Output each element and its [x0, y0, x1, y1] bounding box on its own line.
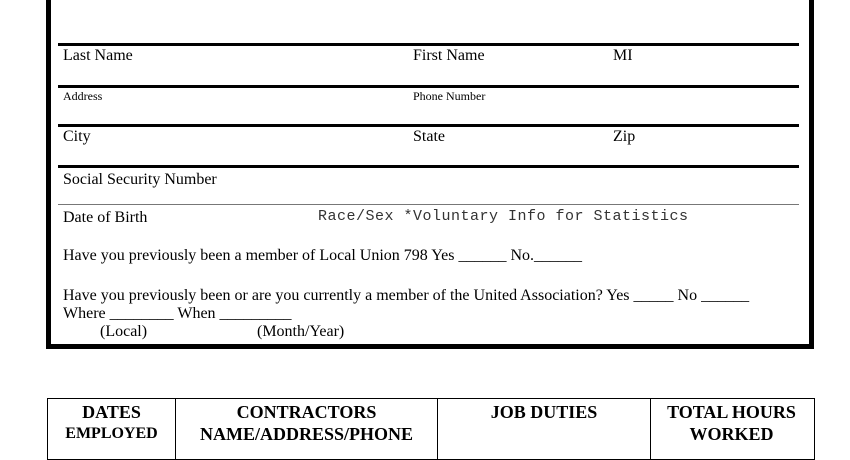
first-name-label: First Name	[413, 47, 485, 64]
divider-line	[58, 43, 799, 46]
total-hours-header	[651, 399, 812, 459]
ua-question: Have you previously been or are you currently a member of the United Association? Yes _____ No ______	[63, 287, 750, 304]
header-text: EMPLOYED	[65, 425, 158, 442]
where-when-line: Where ________ When _________	[63, 305, 292, 322]
dates-employed-header	[48, 399, 176, 459]
header-text: DATES	[82, 402, 141, 422]
city-label: City	[63, 128, 91, 145]
header-text: WORKED	[689, 424, 774, 444]
last-name-label: Last Name	[63, 47, 133, 64]
race-sex-label: Race/Sex *Voluntary Info for Statistics	[318, 208, 689, 225]
local-caption: (Local)	[100, 323, 148, 340]
mi-label: MI	[613, 47, 633, 64]
local-union-question: Have you previously been a member of Local Union 798 Yes ______ No.______	[63, 247, 583, 264]
header-text: TOTAL HOURS	[667, 402, 796, 422]
employment-table-header	[47, 398, 815, 460]
contractors-header	[176, 399, 438, 459]
job-duties-header	[438, 399, 651, 459]
divider-line	[58, 124, 799, 127]
month-year-caption: (Month/Year)	[257, 323, 345, 340]
phone-number-label: Phone Number	[413, 89, 486, 103]
divider-line	[58, 85, 799, 88]
zip-label: Zip	[613, 128, 636, 145]
address-label: Address	[63, 89, 103, 103]
state-label: State	[413, 128, 445, 145]
header-text: CONTRACTORS	[236, 402, 377, 422]
ssn-label: Social Security Number	[63, 171, 217, 188]
divider-line	[58, 165, 799, 168]
header-text: JOB DUTIES	[490, 402, 598, 422]
header-text: NAME/ADDRESS/PHONE	[199, 424, 414, 444]
date-of-birth-label: Date of Birth	[63, 209, 148, 226]
divider-line	[58, 204, 799, 205]
